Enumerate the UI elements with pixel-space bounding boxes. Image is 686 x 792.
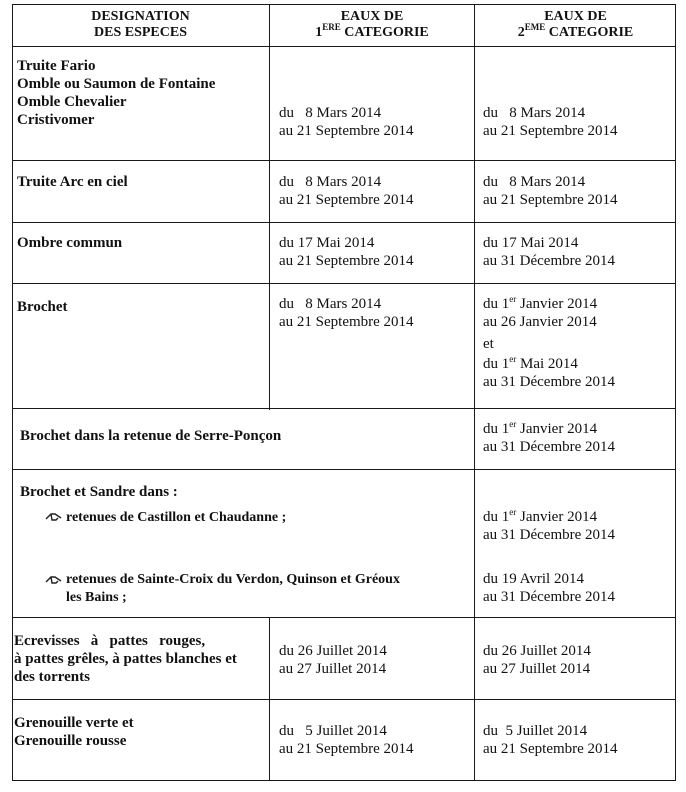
second-category-period (483, 420, 615, 456)
period-line: au 27 Juillet 2014 (279, 661, 387, 677)
species-intro (20, 483, 178, 501)
row-divider (12, 222, 676, 223)
period-line: du 17 Mai 2014 (483, 235, 579, 251)
period-line: au 31 Décembre 2014 (483, 253, 616, 269)
second-category-period (483, 722, 618, 758)
ordinal-superscript: er (509, 354, 517, 364)
species-intro-suffix: dans : (135, 484, 178, 500)
row-divider (12, 283, 676, 284)
species-line: Omble ou Saumon de Fontaine (17, 76, 216, 92)
period-line: du 8 Mars 2014 (483, 174, 586, 190)
period-line (483, 295, 615, 313)
header-first-category (270, 9, 474, 41)
period-line (483, 508, 615, 526)
second-category-period (483, 104, 618, 140)
species-line: Cristivomer (17, 112, 95, 128)
header-bottom-border (12, 46, 676, 47)
row-divider (12, 617, 676, 618)
period-line: du 5 Juillet 2014 (483, 723, 588, 739)
column-divider (269, 617, 270, 781)
period-text: Janvier 2014 (516, 421, 598, 437)
period-line: au 21 Septembre 2014 (279, 741, 414, 757)
header-superscript: ERE (322, 22, 341, 32)
period-text: Janvier 2014 (516, 296, 598, 312)
table-right-border (675, 4, 676, 781)
reservoir-line: retenues de Sainte-Croix du Verdon, Quinson et Gréoux (66, 572, 400, 587)
second-category-period (483, 295, 615, 391)
period-line (483, 420, 615, 438)
header-text: EAUX DE (544, 9, 607, 24)
period-text: du 1 (483, 421, 510, 437)
period-line: au 21 Septembre 2014 (483, 741, 618, 757)
second-category-period (483, 173, 618, 209)
second-category-period (483, 642, 591, 678)
pointing-hand-icon (45, 510, 63, 528)
header-text: 1 (315, 25, 323, 40)
ordinal-superscript: er (509, 507, 517, 517)
header-text: DES ESPECES (94, 25, 187, 40)
species-line: des torrents (14, 669, 90, 685)
period-line: au 21 Septembre 2014 (279, 192, 414, 208)
row-divider (12, 699, 676, 700)
first-category-period (279, 104, 414, 140)
period-line: du 8 Mars 2014 (279, 174, 382, 190)
species-name: Brochet et Sandre (20, 484, 136, 500)
first-category-period (279, 295, 414, 331)
header-text (270, 22, 474, 41)
second-category-period (483, 234, 615, 270)
species-name (14, 632, 237, 686)
ordinal-superscript: er (509, 294, 517, 304)
period-line: au 26 Janvier 2014 (483, 314, 597, 330)
period-line: au 31 Décembre 2014 (483, 439, 616, 455)
period-line: du 17 Mai 2014 (279, 235, 375, 251)
row-divider (12, 408, 676, 409)
header-text: EAUX DE (340, 9, 404, 24)
species-name: Truite Arc en ciel (17, 174, 128, 190)
period-line: au 27 Juillet 2014 (483, 661, 591, 677)
period-line: du 8 Mars 2014 (279, 105, 382, 121)
period-text: du 1 (483, 356, 510, 372)
species-name (14, 714, 134, 750)
period-line: au 31 Décembre 2014 (483, 589, 616, 605)
row-divider (12, 469, 676, 470)
period-line: au 21 Septembre 2014 (483, 123, 618, 139)
table-top-border (12, 4, 676, 5)
header-second-category (475, 9, 676, 41)
reservoir-item (66, 571, 400, 607)
header-text (475, 22, 676, 41)
period-text: Mai 2014 (516, 356, 578, 372)
first-category-period (279, 234, 414, 270)
species-line: Grenouille rousse (14, 733, 127, 749)
period-line: du 26 Juillet 2014 (279, 643, 387, 659)
species-line: Grenouille verte et (14, 715, 134, 731)
period-text: du 1 (483, 509, 510, 525)
period-line: au 21 Septembre 2014 (279, 123, 414, 139)
period-text: Janvier 2014 (516, 509, 598, 525)
period-line: au 21 Septembre 2014 (279, 253, 414, 269)
first-category-period (279, 722, 414, 758)
reservoir-item: retenues de Castillon et Chaudanne ; (66, 510, 287, 525)
period-line: au 31 Décembre 2014 (483, 527, 616, 543)
header-superscript: EME (524, 22, 546, 32)
species-line: Truite Fario (17, 58, 96, 74)
species-name (17, 57, 215, 129)
header-text: 2 (517, 25, 525, 40)
table-bottom-border (12, 780, 676, 781)
species-line: à pattes grêles, à pattes blanches et (14, 651, 237, 667)
species-line: Ecrevisses à pattes rouges, (14, 633, 206, 649)
period-line: au 21 Septembre 2014 (483, 192, 618, 208)
ordinal-superscript: er (509, 419, 517, 429)
header-text: DESIGNATION (91, 9, 190, 24)
period-line: du 5 Juillet 2014 (279, 723, 387, 739)
period-line (483, 355, 615, 373)
row-divider (12, 160, 676, 161)
period-line: du 19 Avril 2014 (483, 571, 584, 587)
second-category-period (483, 570, 615, 606)
first-category-period (279, 173, 414, 209)
species-name: Ombre commun (17, 235, 123, 251)
period-line: au 21 Septembre 2014 (279, 314, 414, 330)
period-line: du 8 Mars 2014 (483, 105, 586, 121)
period-text: du 1 (483, 296, 510, 312)
period-line: du 8 Mars 2014 (279, 296, 382, 312)
header-designation (12, 9, 269, 41)
species-name: Brochet dans la retenue de Serre-Ponçon (20, 428, 282, 444)
species-name: Brochet (17, 299, 68, 315)
column-divider (474, 4, 475, 781)
period-connector: et (483, 336, 494, 352)
second-category-period (483, 508, 615, 544)
first-category-period (279, 642, 387, 678)
period-line: au 31 Décembre 2014 (483, 374, 616, 390)
header-text: CATEGORIE (545, 25, 634, 40)
pointing-hand-icon (45, 573, 63, 591)
reservoir-line: les Bains ; (66, 590, 127, 605)
column-divider (269, 4, 270, 410)
species-line: Omble Chevalier (17, 94, 127, 110)
period-line: du 26 Juillet 2014 (483, 643, 591, 659)
header-text: CATEGORIE (340, 25, 429, 40)
